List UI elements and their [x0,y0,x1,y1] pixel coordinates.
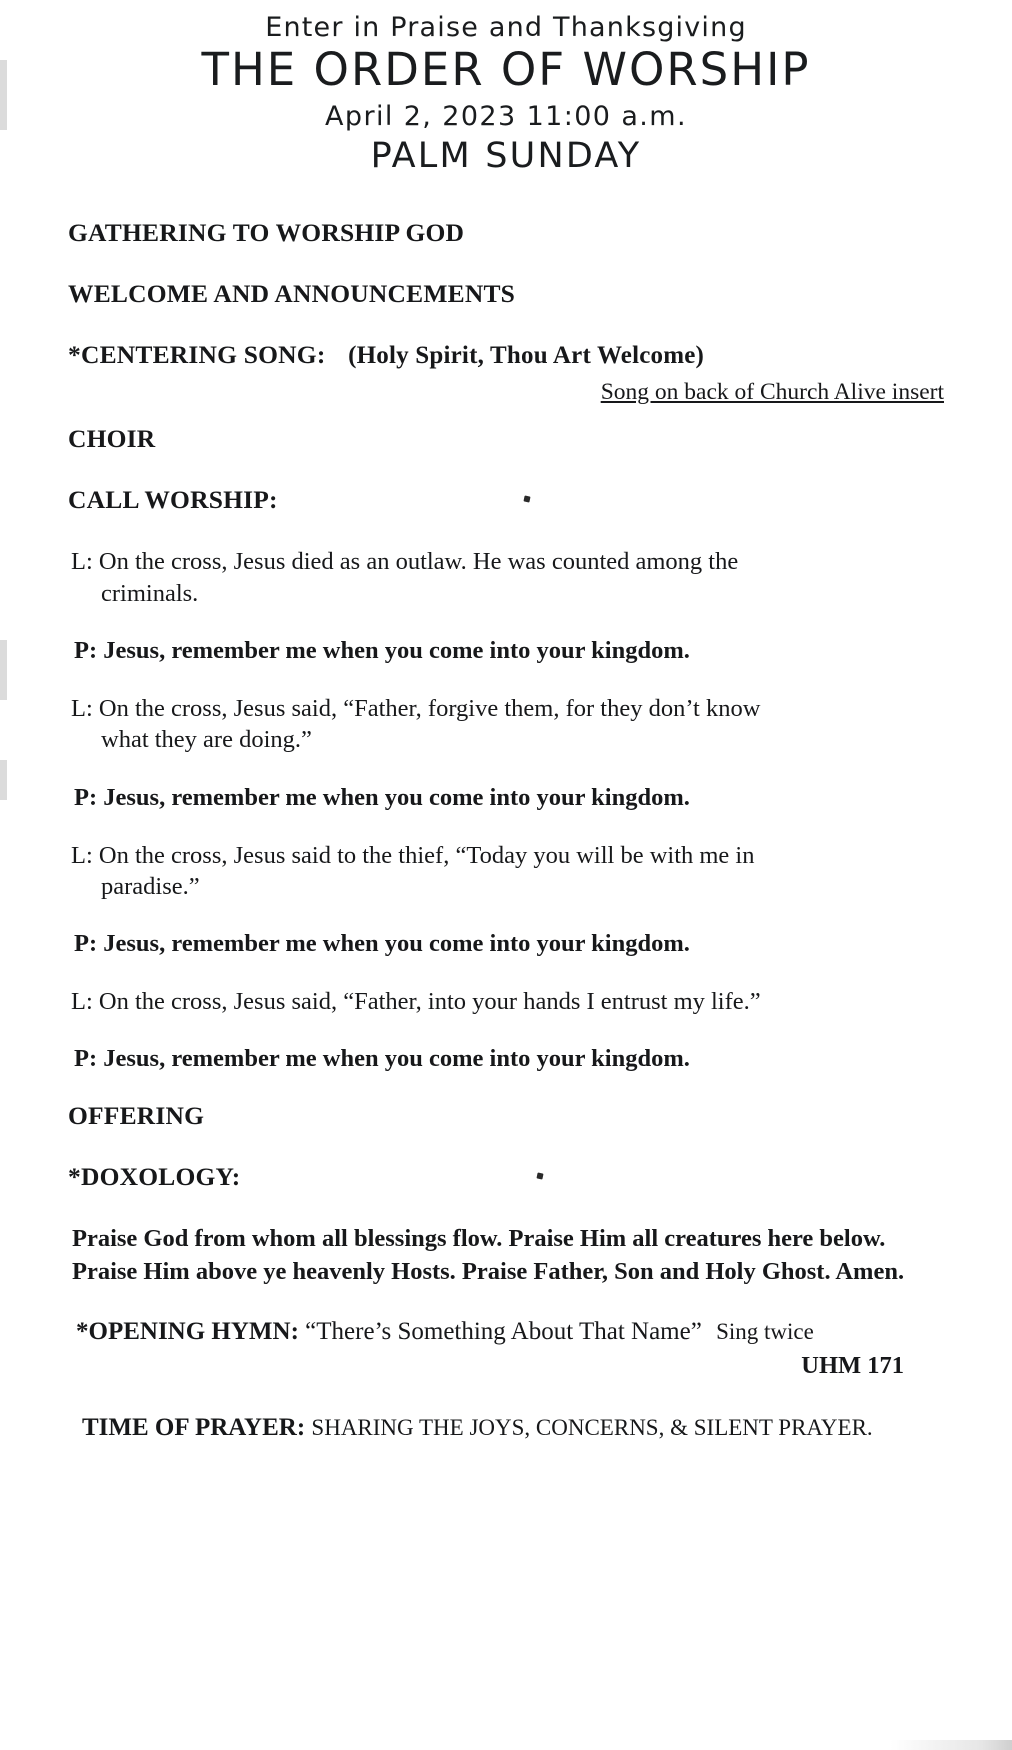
opening-hymn-label: *OPENING HYMN: [76,1318,299,1346]
leader-text: L: On the cross, Jesus said, “Father, into your hands I entrust my life.” [71,988,761,1016]
responsive-leader-line [68,546,964,609]
section-time-of-prayer [68,1414,964,1442]
section-welcome-announcements: WELCOME AND ANNOUNCEMENTS [68,279,516,309]
page-title: THE ORDER OF WORSHIP [201,43,811,96]
section-opening-hymn [68,1318,964,1346]
section-choir: CHOIR [68,424,156,454]
page-bottom-edge [0,1740,1012,1750]
responsive-people-line: P: Jesus, remember me when you come into your kingdom. [74,783,690,811]
centering-song-label: *CENTERING SONG: [68,340,326,370]
responsive-leader-line [68,693,964,756]
responsive-people-line: P: Jesus, remember me when you come into your kingdom. [74,930,690,958]
scan-artifact [0,640,7,700]
responsive-leader-line [68,840,964,903]
leader-text: L: On the cross, Jesus said, “Father, forgive them, for they don’t know [71,694,761,722]
call-worship-label: CALL WORSHIP: [68,485,278,515]
service-datetime: April 2, 2023 11:00 a.m. [325,101,687,133]
opening-hymn-title: “There’s Something About That Name” [305,1318,702,1346]
header-invitation-line: Enter in Praise and Thanksgiving [265,12,747,43]
centering-song-title: (Holy Spirit, Thou Art Welcome) [348,342,705,370]
doxology-label: *DOXOLOGY: [68,1162,241,1192]
responsive-people-line: P: Jesus, remember me when you come into your kingdom. [74,1045,690,1073]
order-of-worship-body [0,218,1012,1442]
section-centering-song [68,340,964,370]
doxology-text: Praise God from whom all blessings flow. Praise Him all creatures here below. Praise Him above ye heavenly Hosts. Praise Father, Son and Holy Ghost. Amen. [72,1225,905,1285]
leader-text-cont: criminals. [101,579,199,607]
responsive-people-line: P: Jesus, remember me when you come into your kingdom. [74,637,690,665]
section-call-worship [68,485,964,515]
section-gathering: GATHERING TO WORSHIP GOD [68,218,465,248]
scan-artifact [0,760,7,800]
centering-song-note: Song on back of Church Alive insert [600,379,944,406]
section-doxology [68,1162,964,1192]
section-offering: OFFERING [68,1101,205,1131]
bulletin-header [0,0,1012,176]
leader-text: L: On the cross, Jesus said to the thief, “Today you will be with me in [71,841,755,869]
leader-text-cont: paradise.” [101,872,200,900]
scan-artifact [0,60,7,130]
opening-hymn-note: Sing twice [716,1319,814,1345]
opening-hymn-number: UHM 171 [801,1352,904,1380]
leader-text: L: On the cross, Jesus died as an outlaw. He was counted among the [71,548,739,576]
service-occasion: PALM SUNDAY [370,136,642,177]
ink-dot-icon [537,1173,544,1180]
time-of-prayer-label: TIME OF PRAYER: [82,1414,306,1442]
responsive-leader-line [68,986,964,1017]
time-of-prayer-detail: SHARING THE JOYS, CONCERNS, & SILENT PRAYER. [311,1415,873,1441]
leader-text-cont: what they are doing.” [101,726,312,754]
ink-dot-icon [524,496,531,503]
